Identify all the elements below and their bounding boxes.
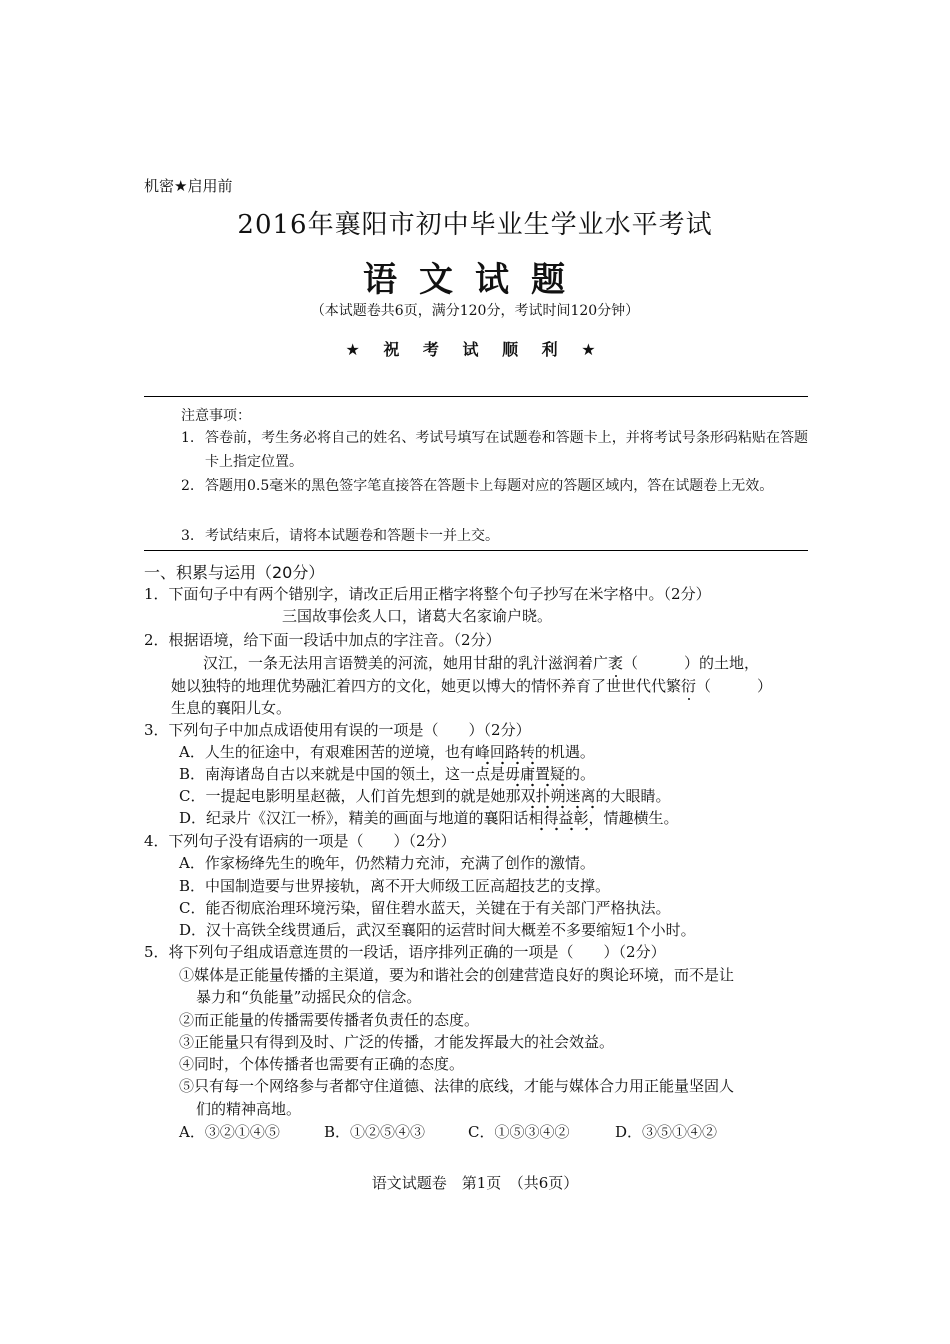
question-4-option-a: A．作家杨绛先生的晚年，仍然精力充沛，充满了创作的激情。 (179, 854, 595, 872)
note-number: 1. (181, 430, 195, 446)
question-3-option-b: B．南海诸岛自古以来就是中国的领土，这一点是毋庸置疑的。 (179, 764, 595, 784)
exam-title: 2016年襄阳市初中毕业生学业水平考试 (237, 210, 713, 240)
question-4-option-b: B．中国制造要与世界接轨，离不开大师级工匠高超技艺的支撑。 (179, 877, 611, 895)
question-5-sentence-5-cont: 们的精神高地。 (196, 1100, 302, 1118)
note-number: 2. (181, 478, 195, 494)
note-item (181, 524, 808, 548)
question-5-option-a: A．③②①④⑤ (179, 1123, 280, 1141)
question-5-sentence-4: ④同时，个体传播者也需要有正确的态度。 (179, 1055, 465, 1073)
dotted-idiom: 双扑朔迷离 (520, 787, 595, 809)
dotted-character: 衍 (681, 677, 697, 695)
note-item (181, 474, 808, 498)
question-5-option-d: D．③⑤①④② (615, 1123, 718, 1141)
question-3-option-d: D．纪录片《汉江一桥》，精美的画面与地道的襄阳话相得益彰，情趣横生。 (179, 808, 679, 828)
question-5-sentence-2: ②而正能量的传播需要传播者负责任的态度。 (179, 1011, 480, 1029)
note-number: 3. (181, 528, 195, 544)
question-4-option-c: C．能否彻底治理环境污染，留住碧水蓝天，关键在于有关部门严格执法。 (179, 899, 671, 917)
question-4-stem: 4．下列句子没有语病的一项是（ ）（2分） (144, 832, 456, 850)
question-5-stem: 5．将下列句子组成语意连贯的一段话，语序排列正确的一项是（ ）（2分） (144, 943, 666, 961)
question-3-stem: 3．下列句子中加点成语使用有误的一项是（ ）（2分） (144, 721, 531, 739)
exam-info: （本试题卷共6页，满分120分，考试时间120分钟） (310, 303, 640, 319)
question-1-sentence: 三国故事侩炙人口，诸葛大名家谕户晓。 (282, 607, 553, 625)
question-3-option-c: C．一提起电影明星赵薇，人们首先想到的就是她那双扑朔迷离的大眼睛。 (179, 786, 671, 806)
question-2-paragraph-line: 她以独特的地理优势融汇着四方的文化，她更以博大的情怀养育了世世代代繁衍（ ） (171, 677, 773, 695)
notes-top-rule (144, 396, 808, 397)
notes-title: 注意事项： (181, 408, 251, 424)
note-text: 答题用0.5毫米的黑色签字笔直接答在答题卡上每题对应的答题区域内，答在试题卷上无效。 (205, 478, 774, 494)
note-text: 答卷前，考生务必将自己的姓名、考试号填写在试题卷和答题卡上，并将考试号条形码粘贴在答题卡上指定位置。 (205, 430, 808, 470)
page-footer: 语文试题卷 第1页 （共6页） (371, 1174, 579, 1192)
question-5-option-c: C．①⑤③④② (468, 1123, 570, 1141)
note-item (181, 426, 808, 474)
question-4-option-d: D．汉十高铁全线贯通后，武汉至襄阳的运营时间大概差不多要缩短1个小时。 (179, 921, 696, 939)
dotted-idiom: 毋庸置疑 (505, 765, 565, 787)
question-2-paragraph-line: 生息的襄阳儿女。 (171, 699, 292, 717)
question-5-sentence-1: ①媒体是正能量传播的主渠道，要为和谐社会的创建营造良好的舆论环境，而不是让 (179, 966, 735, 984)
subject-title: 语文试题 (363, 260, 587, 300)
confidential-label: 机密★启用前 (144, 177, 233, 195)
note-text: 考试结束后，请将本试题卷和答题卡一并上交。 (205, 528, 499, 544)
section-title: 一、积累与运用（20分） (144, 563, 325, 582)
dotted-idiom: 相得益彰 (529, 809, 589, 831)
question-5-option-b: B．①②⑤④③ (324, 1123, 426, 1141)
question-5-sentence-5: ⑤只有每一个网络参与者都守住道德、法律的底线，才能与媒体合力用正能量坚固人 (179, 1077, 735, 1095)
question-3-option-a: A．人生的征途中，有艰难困苦的逆境，也有峰回路转的机遇。 (179, 742, 595, 762)
question-2-paragraph-line: 汉江，一条无法用言语赞美的河流，她用甘甜的乳汁滋润着广袤（ ）的土地， (203, 654, 760, 672)
good-luck-banner: ★ 祝 考 试 顺 利 ★ (345, 340, 605, 359)
notes-bottom-rule (144, 550, 808, 551)
question-5-sentence-1-cont: 暴力和“负能量”动摇民众的信念。 (196, 988, 422, 1006)
dotted-character: 袤 (608, 654, 624, 672)
question-5-sentence-3: ③正能量只有得到及时、广泛的传播，才能发挥最大的社会效益。 (179, 1033, 615, 1051)
question-1-stem: 1．下面句子中有两个错别字，请改正后用正楷字将整个句子抄写在米字格中。（2分） (144, 585, 711, 603)
dotted-idiom: 峰回路转 (475, 743, 535, 765)
question-2-stem: 2．根据语境，给下面一段话中加点的字注音。（2分） (144, 631, 501, 649)
